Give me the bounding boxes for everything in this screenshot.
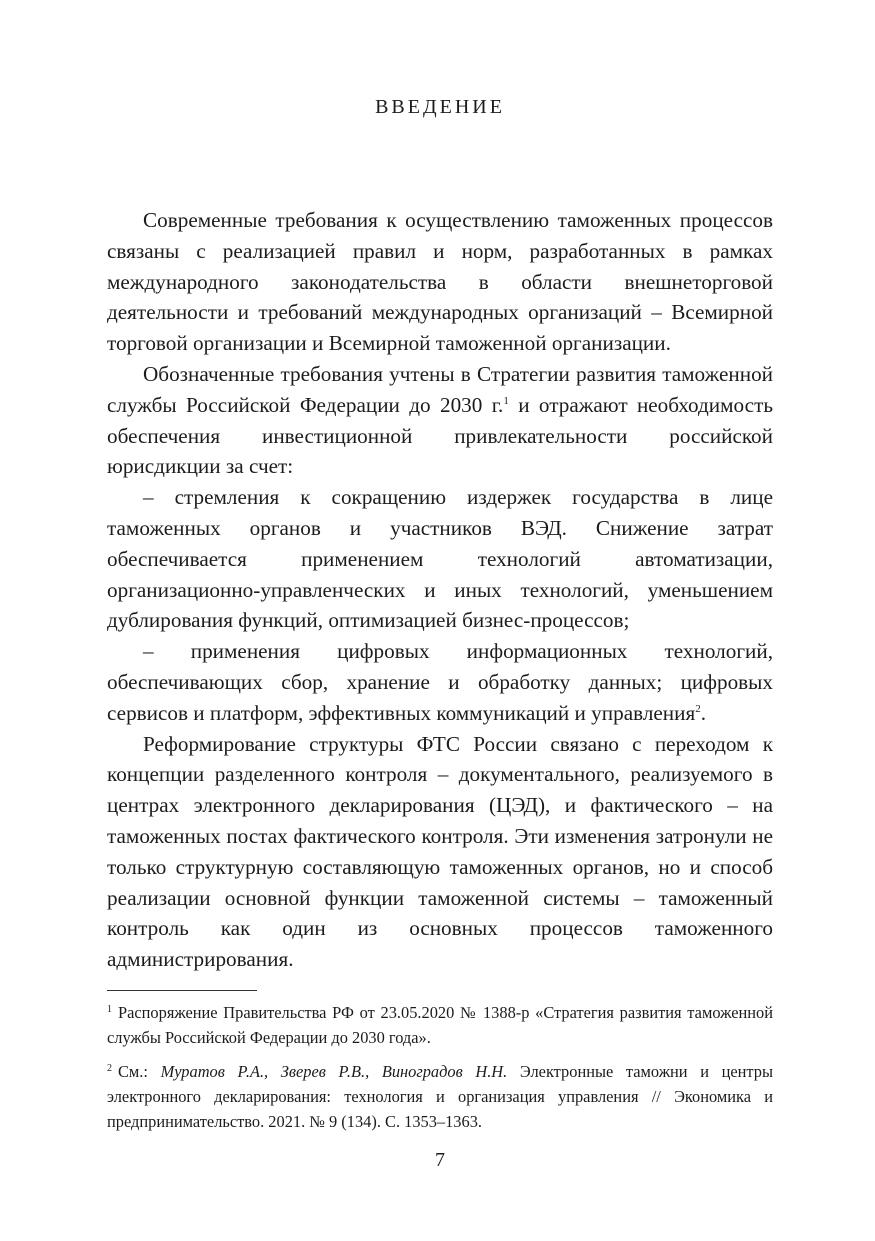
paragraph-4-text-a: – применения цифровых информационных технологий, обеспечивающих сбор, хранение и обработку данных; цифровых сервисов и платформ, эффективных коммуникаций и управления — [107, 639, 773, 725]
footnote-2-mark: 2 — [107, 1063, 112, 1074]
paragraph-2-text-a: Обозначенные требования учтены в Стратегии развития таможенной службы Российской Федерации до 2030 г. — [107, 361, 773, 417]
paragraph-5: Реформирование структуры ФТС России связано с переходом к концепции разделенного контроля – документального, реализуемого в центрах электронного декларирования (ЦЭД), и фактического – на таможенных постах фактического контроля. Эти изменения затронули не только структурную составляющую таможенных органов, но и способ реализации основной функции таможенной системы – таможенный контроль как один из основных процессов таможенного администрирования. — [107, 731, 773, 972]
book-page — [107, 0, 773, 1241]
footnote-divider — [107, 990, 257, 991]
paragraph-4-list-item — [107, 636, 773, 728]
paragraph-4-text-b: . — [700, 700, 707, 725]
paragraph-2 — [107, 359, 773, 482]
footnote-2-prefix: См.: — [118, 1062, 161, 1081]
paragraph-2-text-b: и отражают необходимость обеспечения инвестиционной привлекательности российской юрисдикции за счет: — [107, 392, 773, 479]
footnote-2-authors: Муратов Р.А., Зверев Р.В., Виноградов Н.Н. — [160, 1062, 508, 1081]
footnote-2 — [107, 1059, 773, 1134]
paragraph-3-list-item: – стремления к сокращению издержек государства в лице таможенных органов и участников ВЭД. Снижение затрат обеспечивается применением технологий автоматизации, организационно-управленческих и иных технологий, уменьшением дублирования функций, оптимизацией бизнес-процессов; — [107, 485, 773, 633]
page-number: 7 — [435, 1149, 445, 1171]
footnotes — [107, 1000, 773, 1143]
footnote-2-text: Электронные таможни и центры электронного декларирования: технология и организация управления // Экономика и предпринимательство. 2021. № 9 (134). С. 1353–1363. — [107, 1062, 773, 1131]
footnote-1-mark: 1 — [107, 1004, 112, 1015]
footnote-1 — [107, 1000, 773, 1050]
footnote-1-text: Распоряжение Правительства РФ от 23.05.2020 № 1388-р «Стратегия развития таможенной службы Российской Федерации до 2030 года». — [107, 1003, 773, 1047]
page-heading: ВВЕДЕНИЕ — [375, 96, 505, 118]
main-text — [107, 205, 773, 975]
footnote-ref-2[interactable]: 2 — [695, 702, 701, 715]
footnote-ref-1[interactable]: 1 — [503, 394, 509, 407]
paragraph-1: Современные требования к осуществлению таможенных процессов связаны с реализацией правил и норм, разработанных в рамках международного законодательства в области внешнеторговой деятельности и требований международных организаций – Всемирной торговой организации и Всемирной таможенной организации. — [107, 208, 773, 356]
